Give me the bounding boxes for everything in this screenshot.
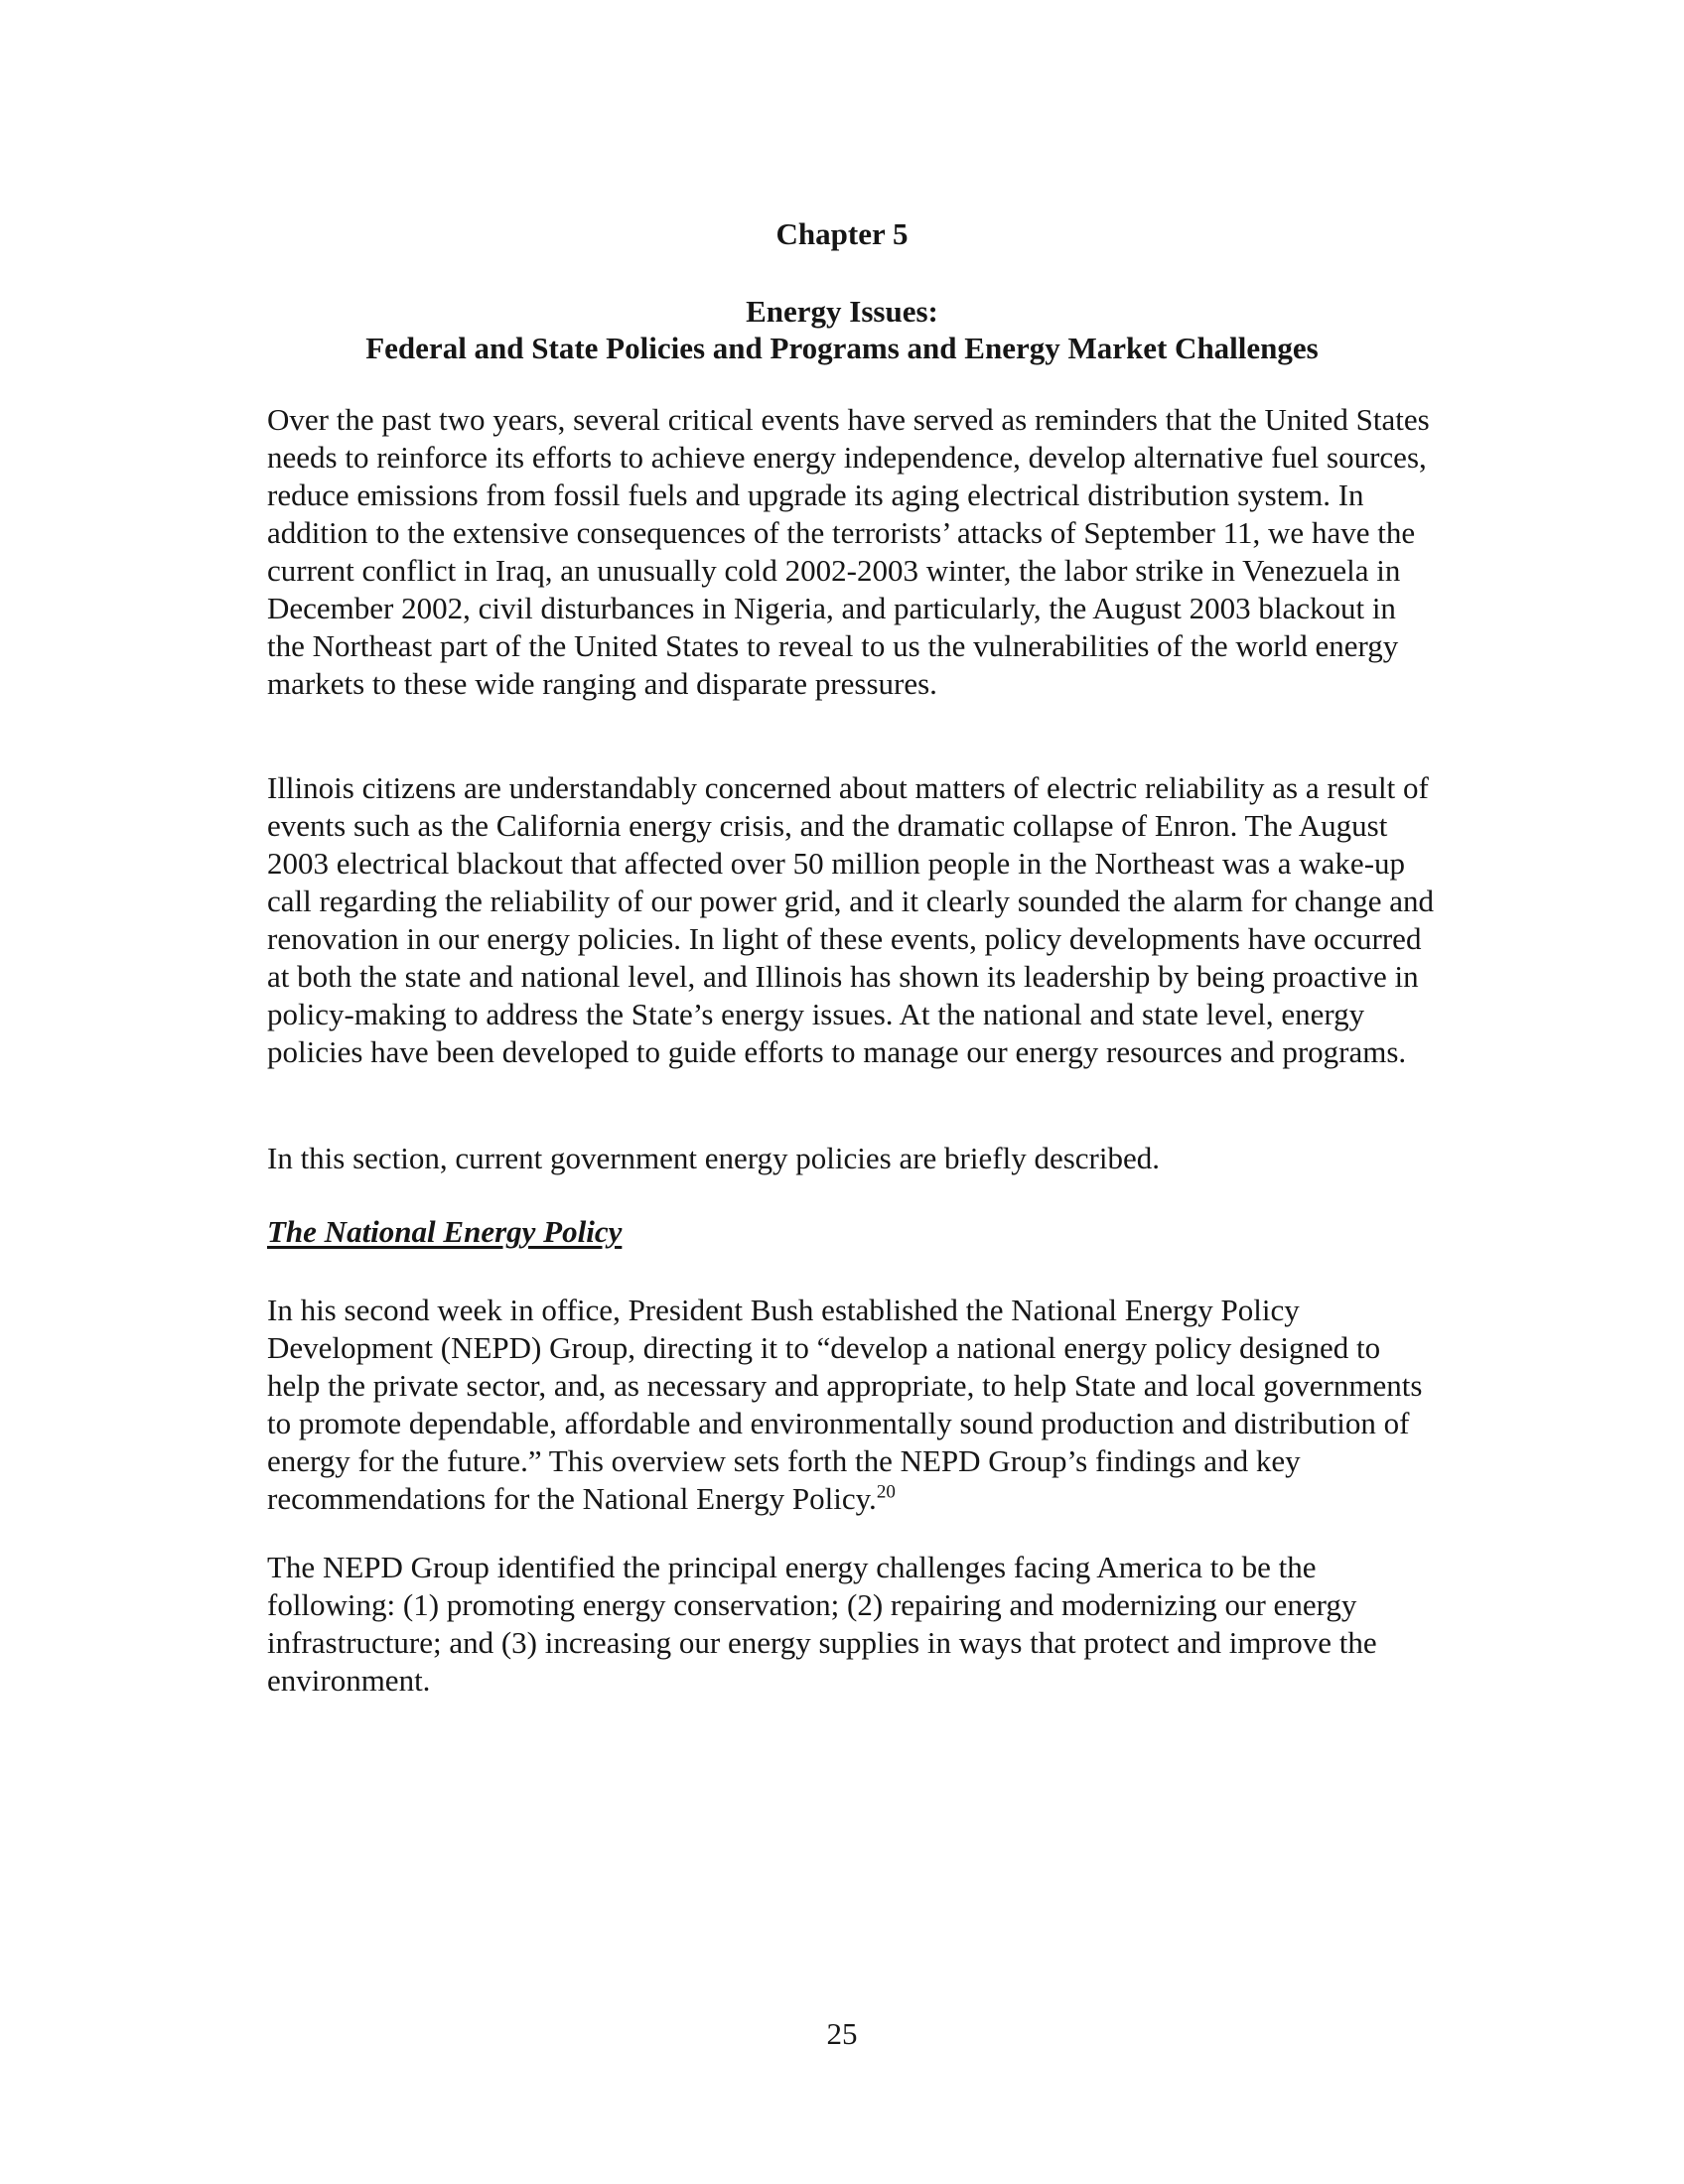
paragraph-nepd — [267, 1292, 1439, 1518]
paragraph-illinois: Illinois citizens are understandably concerned about matters of electric reliability as a result of events such as the California energy crisis, and the dramatic collapse of Enron. The August 2003 electrical blackout that affected over 50 million people in the Northeast was a wake-up call regarding the reliability of our power grid, and it clearly sounded the alarm for change and renovation in our energy policies. In light of these events, policy developments have occurred at both the state and national level, and Illinois has shown its leadership by being proactive in policy-making to address the State’s energy issues. At the national and state level, energy policies have been developed to guide efforts to manage our energy resources and programs. — [267, 770, 1434, 1069]
paragraph-section-intro: In this section, current government energy policies are briefly described. — [267, 1141, 1160, 1175]
heading-line-2: Federal and State Policies and Programs and Energy Market Challenges — [365, 331, 1319, 365]
section-title: The National Energy Policy — [267, 1214, 623, 1249]
heading-line-1: Energy Issues: — [746, 294, 938, 329]
chapter-label: Chapter 5 — [775, 216, 909, 251]
page-number: 25 — [826, 2016, 858, 2051]
paragraph-intro: Over the past two years, several critical events have served as reminders that the United States needs to reinforce its efforts to achieve energy independence, develop alternative fuel sources, reduce emissions from fossil fuels and upgrade its aging electrical distribution system. In addition to the extensive consequences of the terrorists’ attacks of September 11, we have the current conflict in Iraq, an unusually cold 2002-2003 winter, the labor strike in Venezuela in December 2002, civil disturbances in Nigeria, and particularly, the August 2003 blackout in the Northeast part of the United States to reveal to us the vulnerabilities of the world energy markets to these wide ranging and disparate pressures. — [267, 402, 1430, 701]
chapter-heading — [0, 293, 1684, 366]
paragraph-nepd-text: In his second week in office, President Bush established the National Energy Policy Development (NEPD) Group, directing it to “develop a national energy policy designed to help the private sector, and, as necessary and appropriate, to help State and local governments to promote dependable, affordable and environmentally sound production and distribution of energy for the future.” This overview sets forth the NEPD Group’s findings and key recommendations for the National Energy Policy. — [267, 1293, 1423, 1516]
paragraph-challenges: The NEPD Group identified the principal energy challenges facing America to be the following: (1) promoting energy conservation; (2) repairing and modernizing our energy infrastructure; and (3) increasing our energy supplies in ways that protect and improve the environment. — [267, 1550, 1377, 1698]
footnote-marker: 20 — [876, 1481, 896, 1503]
